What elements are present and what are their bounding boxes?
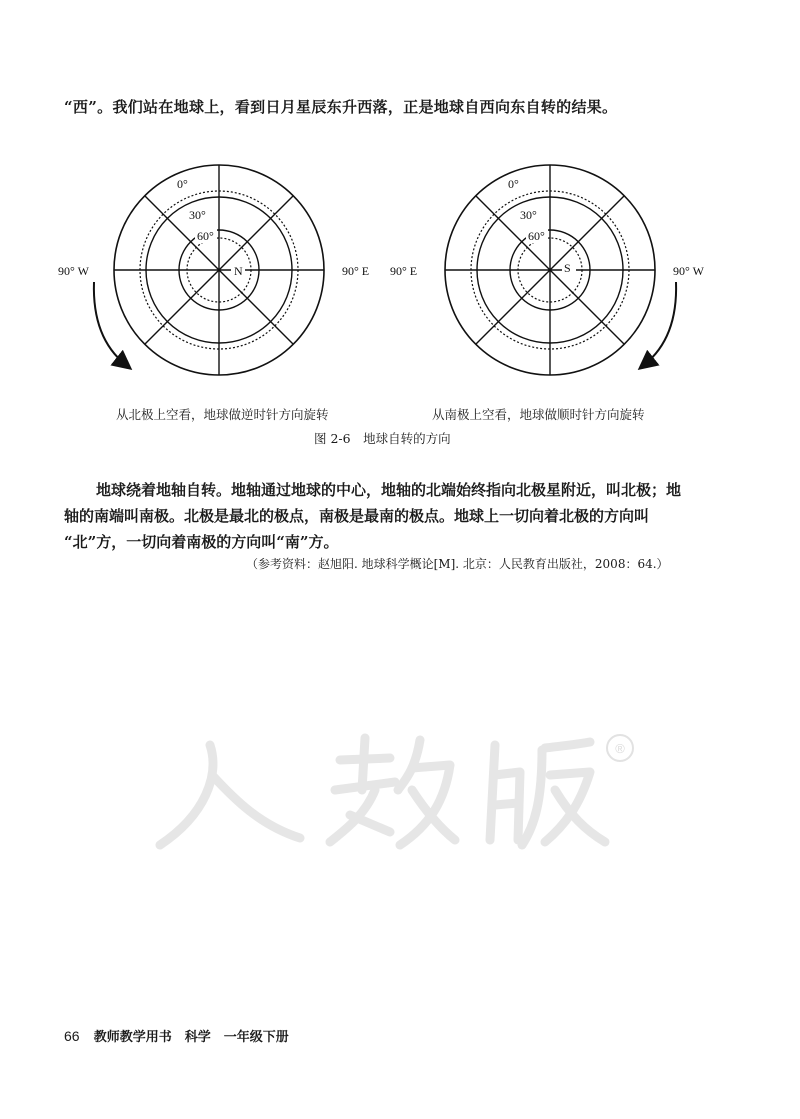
registered-mark: ® (615, 741, 625, 756)
south-pole-diagram (390, 165, 705, 375)
page-footer (64, 1026, 289, 1045)
paragraph-line: “北”方，一切向着南极的方向叫“南”方。 (64, 533, 339, 551)
figure-title: 图 2-6 地球自转的方向 (314, 431, 451, 446)
north-pole-diagram (58, 165, 369, 375)
lat-30-label: 30° (520, 208, 537, 222)
counterclockwise-arrow (94, 282, 126, 365)
lat-60-label: 60° (197, 229, 214, 243)
body-paragraph (64, 477, 734, 555)
watermark-logo-svg (150, 720, 670, 860)
reference-note: （参考资料：赵旭阳. 地球科学概论[M]. 北京：人民教育出版社，2008：64.） (246, 557, 669, 571)
paragraph-line: 地球绕着地轴自转。地轴通过地球的中心，地轴的北端始终指向北极星附近，叫北极；地 (96, 481, 682, 499)
right-east-label: 90° E (390, 264, 418, 278)
lat-0-label: 0° (177, 177, 188, 191)
paragraph-line: 轴的南端叫南极。北极是最北的极点，南极是最南的极点。地球上一切向着北极的方向叫 (64, 507, 650, 525)
lat-30-label: 30° (189, 208, 206, 222)
left-west-label: 90° W (58, 264, 89, 278)
north-pole-label: N (234, 264, 243, 278)
clockwise-arrow (644, 282, 676, 365)
publisher-watermark (150, 720, 670, 860)
left-east-label: 90° E (342, 264, 370, 278)
lat-0-label: 0° (508, 177, 519, 191)
south-pole-label: S (564, 261, 571, 275)
right-west-label: 90° W (673, 264, 704, 278)
book-title: 教师教学用书 科学 一年级下册 (93, 1030, 289, 1045)
left-diagram-caption: 从北极上空看，地球做逆时针方向旋转 (116, 407, 329, 422)
top-text-line: “西”。我们站在地球上，看到日月星辰东升西落，正是地球自西向东自转的结果。 (64, 98, 618, 116)
page-number: 66 (64, 1028, 80, 1044)
right-diagram-caption: 从南极上空看，地球做顺时针方向旋转 (432, 407, 645, 422)
lat-60-label: 60° (528, 229, 545, 243)
rotation-diagrams-svg (54, 160, 754, 400)
